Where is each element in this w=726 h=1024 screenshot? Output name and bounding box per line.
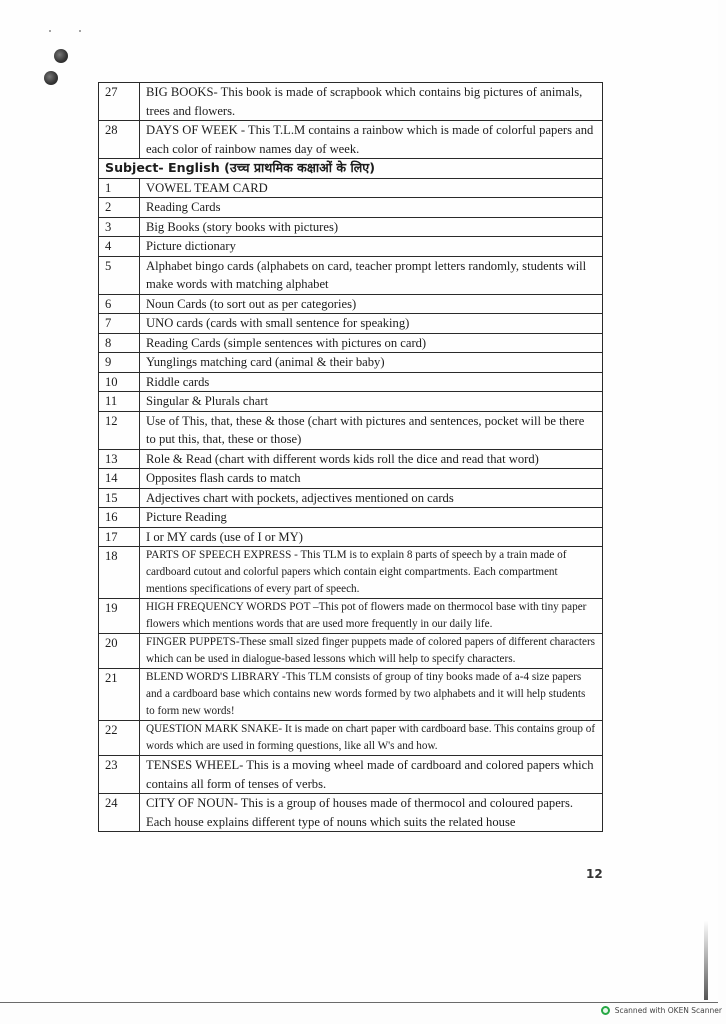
- row-description: BLEND WORD'S LIBRARY -This TLM consists of group of tiny books made of a-4 size papers and a cardboard base which contains new words formed by two alphabets and it will help students to form new words!: [140, 669, 603, 721]
- row-description: Role & Read (chart with different words kids roll the dice and read that word): [140, 449, 603, 469]
- row-number: 18: [99, 547, 140, 599]
- row-description: FINGER PUPPETS-These small sized finger puppets made of colored papers of different characters which can be used in dialogue-based lessons which will help to specify characters.: [140, 634, 603, 669]
- row-description: BIG BOOKS- This book is made of scrapbook which contains big pictures of animals, trees and flowers.: [140, 83, 603, 121]
- row-number: 17: [99, 527, 140, 547]
- table-row: [99, 599, 603, 634]
- table-row: [99, 756, 603, 794]
- english-tlm-rows: [99, 178, 603, 832]
- page-edge-shadow: [704, 920, 708, 1000]
- row-number: 21: [99, 669, 140, 721]
- row-number: 5: [99, 256, 140, 294]
- table-row: [99, 392, 603, 412]
- punch-hole-icon: [44, 71, 58, 85]
- table-row: [99, 547, 603, 599]
- row-description: I or MY cards (use of I or MY): [140, 527, 603, 547]
- table-row: [99, 333, 603, 353]
- row-description: QUESTION MARK SNAKE- It is made on chart paper with cardboard base. This contains group of words which are used in forming questions, like all W's and how.: [140, 721, 603, 756]
- page-number: 12: [586, 867, 603, 881]
- table-row: [99, 721, 603, 756]
- row-description: Picture dictionary: [140, 237, 603, 257]
- row-number: 15: [99, 488, 140, 508]
- row-description: Singular & Plurals chart: [140, 392, 603, 412]
- row-description: Reading Cards (simple sentences with pictures on card): [140, 333, 603, 353]
- row-description: HIGH FREQUENCY WORDS POT –This pot of flowers made on thermocol base with tiny paper flowers which mentions words that are used more frequently in our daily life.: [140, 599, 603, 634]
- row-description: Yunglings matching card (animal & their baby): [140, 353, 603, 373]
- table-row: [99, 83, 603, 121]
- speck-mark: [79, 30, 81, 32]
- table-row: [99, 198, 603, 218]
- row-number: 11: [99, 392, 140, 412]
- row-number: 4: [99, 237, 140, 257]
- row-description: Use of This, that, these & those (chart with pictures and sentences, pocket will be there to put this, that, these or those): [140, 411, 603, 449]
- scanner-label: Scanned with OKEN Scanner: [614, 1006, 722, 1015]
- subject-heading: Subject- English (उच्च प्राथमिक कक्षाओं के लिए): [99, 159, 603, 179]
- tlm-table: [98, 82, 603, 832]
- row-description: Noun Cards (to sort out as per categories): [140, 294, 603, 314]
- row-number: 6: [99, 294, 140, 314]
- table-row: [99, 256, 603, 294]
- row-description: Opposites flash cards to match: [140, 469, 603, 489]
- row-number: 9: [99, 353, 140, 373]
- row-description: CITY OF NOUN- This is a group of houses made of thermocol and coloured papers. Each house explains different type of nouns which suits the related house: [140, 794, 603, 832]
- table-row: [99, 237, 603, 257]
- row-description: TENSES WHEEL- This is a moving wheel made of cardboard and colored papers which contains all form of tenses of verbs.: [140, 756, 603, 794]
- row-number: 19: [99, 599, 140, 634]
- row-number: 14: [99, 469, 140, 489]
- row-description: Reading Cards: [140, 198, 603, 218]
- row-description: Picture Reading: [140, 508, 603, 528]
- row-number: 27: [99, 83, 140, 121]
- table-row: [99, 449, 603, 469]
- row-number: 3: [99, 217, 140, 237]
- table-row: [99, 294, 603, 314]
- row-number: 8: [99, 333, 140, 353]
- row-number: 24: [99, 794, 140, 832]
- punch-hole-icon: [54, 49, 68, 63]
- scanner-watermark: [601, 1006, 722, 1015]
- row-number: 23: [99, 756, 140, 794]
- table-row: [99, 121, 603, 159]
- oken-scanner-logo-icon: [601, 1006, 610, 1015]
- row-description: Alphabet bingo cards (alphabets on card, teacher prompt letters randomly, students will make words with matching alphabet: [140, 256, 603, 294]
- table-row: [99, 372, 603, 392]
- row-description: Adjectives chart with pockets, adjectives mentioned on cards: [140, 488, 603, 508]
- row-number: 12: [99, 411, 140, 449]
- subject-row: [99, 159, 603, 179]
- row-description: Big Books (story books with pictures): [140, 217, 603, 237]
- table-row: [99, 669, 603, 721]
- speck-mark: [49, 30, 51, 32]
- table-row: [99, 314, 603, 334]
- row-description: Riddle cards: [140, 372, 603, 392]
- row-number: 10: [99, 372, 140, 392]
- row-number: 22: [99, 721, 140, 756]
- table-row: [99, 508, 603, 528]
- table-row: [99, 634, 603, 669]
- row-number: 1: [99, 178, 140, 198]
- table-row: [99, 353, 603, 373]
- table-row: [99, 469, 603, 489]
- row-description: PARTS OF SPEECH EXPRESS - This TLM is to explain 8 parts of speech by a train made of cardboard cutout and colorful papers which contain eight compartments. Each compartment mentions specifications of every part of speech.: [140, 547, 603, 599]
- row-number: 7: [99, 314, 140, 334]
- row-description: UNO cards (cards with small sentence for speaking): [140, 314, 603, 334]
- table-row: [99, 488, 603, 508]
- row-number: 16: [99, 508, 140, 528]
- table-row: [99, 794, 603, 832]
- row-number: 28: [99, 121, 140, 159]
- table-row: [99, 217, 603, 237]
- row-number: 20: [99, 634, 140, 669]
- row-description: VOWEL TEAM CARD: [140, 178, 603, 198]
- table-row: [99, 527, 603, 547]
- table-row: [99, 411, 603, 449]
- row-description: DAYS OF WEEK - This T.L.M contains a rainbow which is made of colorful papers and each color of rainbow names day of week.: [140, 121, 603, 159]
- row-number: 13: [99, 449, 140, 469]
- row-number: 2: [99, 198, 140, 218]
- table-row: [99, 178, 603, 198]
